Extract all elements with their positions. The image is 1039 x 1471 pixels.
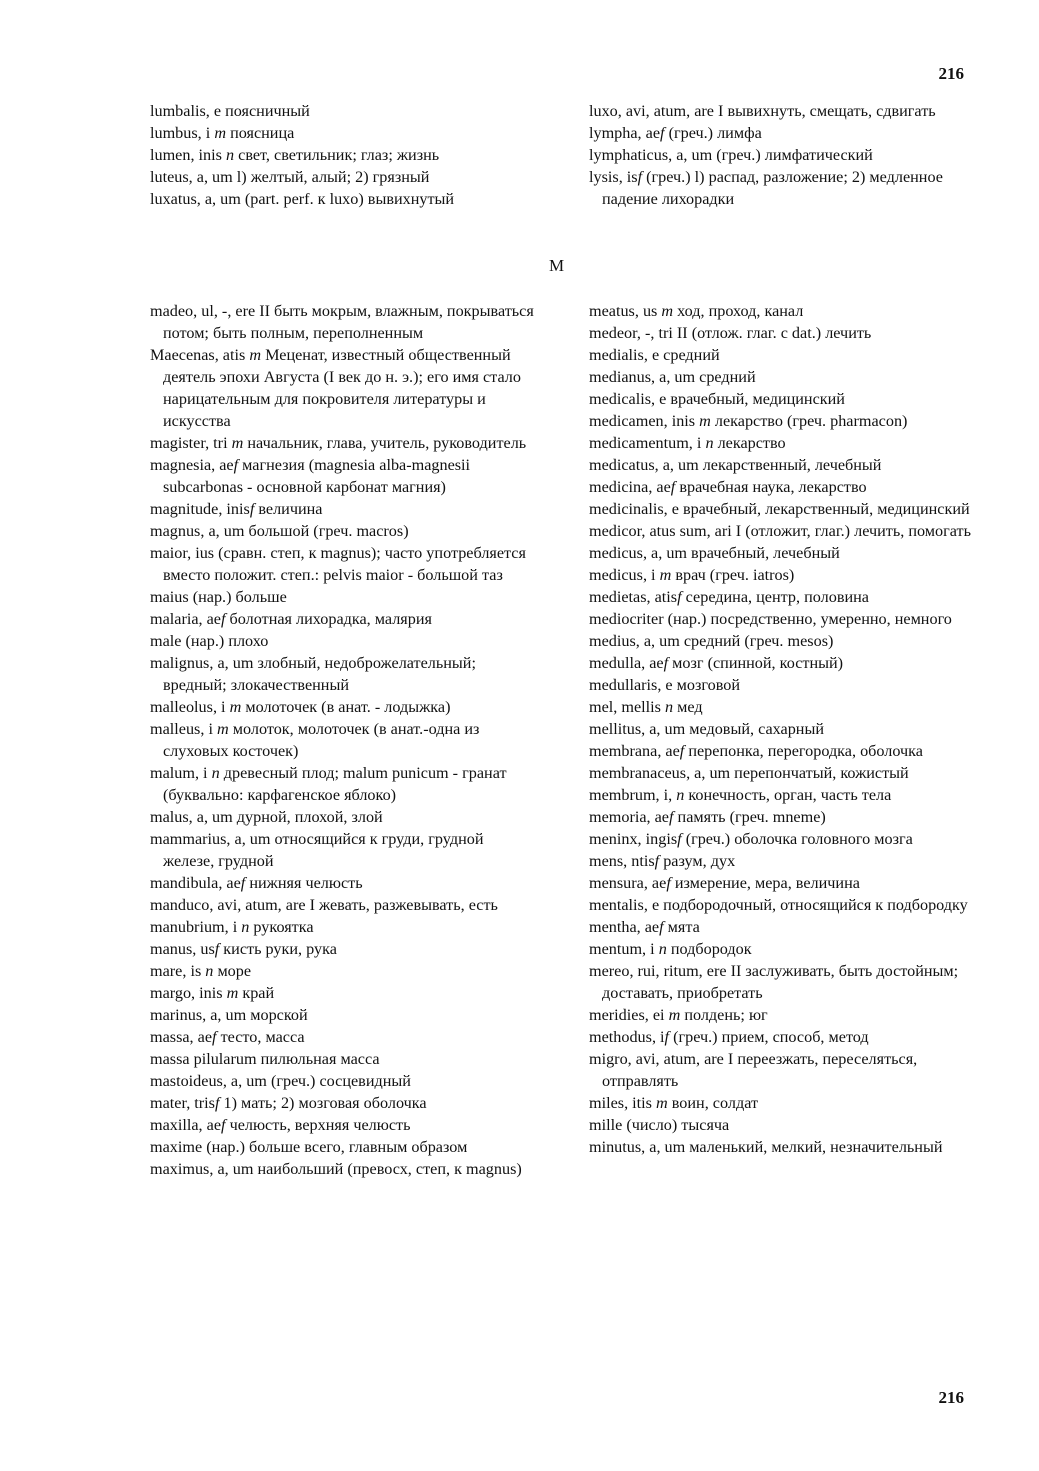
dictionary-column-top-right [589, 100, 974, 210]
dictionary-entry: marinus, a, um морской [150, 1006, 308, 1024]
dictionary-entry: margo, inis m край [150, 984, 275, 1002]
dictionary-entry: malleus, i m молоток, молоточек (в анат.-одна из слуховых косточек) [150, 720, 480, 760]
dictionary-entry: medicinalis, e врачебный, лекарственный, медицинский [589, 500, 970, 518]
dictionary-entry: male (нар.) плохо [150, 632, 269, 650]
dictionary-entry: mare, is n море [150, 962, 252, 980]
dictionary-entry: mandibula, aef нижняя челюсть [150, 874, 363, 892]
dictionary-entry: malus, a, um дурной, плохой, злой [150, 808, 383, 826]
dictionary-entry: medicus, i m врач (греч. iatros) [589, 566, 795, 584]
dictionary-entry: massa, aef тесто, масса [150, 1028, 305, 1046]
dictionary-entry: malignus, a, um злобный, недоброжелательный; вредный; злокачественный [150, 654, 476, 694]
page-number-top: 216 [938, 64, 964, 83]
dictionary-entry: mediocriter (нар.) посредственно, умеренно, немного [589, 610, 952, 628]
dictionary-entry: mater, trisf 1) мать; 2) мозговая оболочка [150, 1094, 427, 1112]
dictionary-entry: medicalis, e врачебный, медицинский [589, 390, 845, 408]
section-letter-heading: M [549, 256, 565, 275]
dictionary-entry: magister, tri m начальник, глава, учитель, руководитель [150, 434, 527, 452]
dictionary-column-top-left [150, 100, 535, 210]
dictionary-entry: mel, mellis n мед [589, 698, 703, 716]
dictionary-entry: malaria, aef болотная лихорадка, малярия [150, 610, 432, 628]
dictionary-entry: lumbalis, e поясничный [150, 102, 310, 120]
dictionary-entry: maximus, a, um наибольший (превосх, степ, к magnus) [150, 1160, 522, 1178]
dictionary-entry: mensura, aef измерение, мера, величина [589, 874, 860, 892]
dictionary-entry: maius (нар.) больше [150, 588, 287, 606]
dictionary-entry: manubrium, i n рукоятка [150, 918, 314, 936]
dictionary-column-bottom-left [150, 300, 535, 1180]
dictionary-entry: maxilla, aef челюсть, верхняя челюсть [150, 1116, 411, 1134]
dictionary-entry: lumen, inis n свет, светильник; глаз; жизнь [150, 146, 440, 164]
dictionary-entry: medulla, aef мозг (спинной, костный) [589, 654, 844, 672]
dictionary-entry: magnus, a, um большой (греч. macros) [150, 522, 409, 540]
dictionary-entry: magnesia, aef магнезия (magnesia alba-magnesii subcarbonas - основной карбонат магния) [150, 456, 471, 496]
dictionary-entry: medicamen, inis m лекарство (греч. pharmacon) [589, 412, 908, 430]
dictionary-entry: maxime (нар.) больше всего, главным образом [150, 1138, 468, 1156]
dictionary-entry: luteus, a, um l) желтый, алый; 2) грязный [150, 168, 430, 186]
dictionary-entry: medicamentum, i n лекарство [589, 434, 786, 452]
dictionary-entry: manus, usf кисть руки, рука [150, 940, 337, 958]
dictionary-entry: malleolus, i m молоточек (в анат. - лодыжка) [150, 698, 451, 716]
dictionary-entry: Maecenas, atis m Меценат, известный общественный деятель эпохи Августа (I век до н. э.); его имя стало нарицательным для покровителя литературы и искусства [150, 346, 521, 430]
dictionary-entry: mentha, aef мята [589, 918, 700, 936]
dictionary-entry: lympha, aef (греч.) лимфа [589, 124, 762, 142]
page-number-bottom: 216 [938, 1388, 964, 1407]
dictionary-entry: luxo, avi, atum, are I вывихнуть, смещать, сдвигать [589, 102, 936, 120]
dictionary-entry: medietas, atisf середина, центр, половина [589, 588, 869, 606]
dictionary-entry: massa pilularum пилюльная масса [150, 1050, 380, 1068]
dictionary-entry: madeo, ul, -, ere II быть мокрым, влажным, покрываться потом; быть полным, переполненным [150, 302, 534, 342]
dictionary-entry: mellitus, a, um медовый, сахарный [589, 720, 825, 738]
dictionary-entry: mens, ntisf разум, дух [589, 852, 736, 870]
dictionary-entry: medius, a, um средний (греч. mesos) [589, 632, 834, 650]
dictionary-entry: medicina, aef врачебная наука, лекарство [589, 478, 867, 496]
dictionary-entry: miles, itis m воин, солдат [589, 1094, 759, 1112]
dictionary-entry: mentum, i n подбородок [589, 940, 752, 958]
dictionary-entry: medianus, a, um средний [589, 368, 756, 386]
dictionary-entry: minutus, a, um маленький, мелкий, незначительный [589, 1138, 943, 1156]
dictionary-entry: memoria, aef память (греч. mneme) [589, 808, 826, 826]
dictionary-entry: medullaris, e мозговой [589, 676, 741, 694]
dictionary-entry: maior, ius (сравн. степ, к magnus); часто употребляется вместо положит. степ.: pelvis maior - большой таз [150, 544, 526, 584]
dictionary-entry: mereo, rui, ritum, ere II заслуживать, быть достойным; доставать, приобретать [589, 962, 959, 1002]
dictionary-entry: medeor, -, tri II (отлож. глаг. с dat.) лечить [589, 324, 872, 342]
dictionary-column-bottom-right [589, 300, 974, 1158]
dictionary-entry: migro, avi, atum, are I переезжать, переселяться, отправлять [589, 1050, 918, 1090]
dictionary-entry: medicor, atus sum, ari I (отложит, глаг.) лечить, помогать [589, 522, 971, 540]
dictionary-entry: mastoideus, a, um (греч.) сосцевидный [150, 1072, 411, 1090]
dictionary-entry: medicatus, a, um лекарственный, лечебный [589, 456, 882, 474]
dictionary-entry: mammarius, a, um относящийся к груди, грудной железе, грудной [150, 830, 484, 870]
dictionary-entry: magnitude, inisf величина [150, 500, 323, 518]
dictionary-entry: methodus, if (греч.) прием, способ, метод [589, 1028, 869, 1046]
dictionary-entry: manduco, avi, atum, are I жевать, разжевывать, есть [150, 896, 498, 914]
dictionary-entry: medialis, e средний [589, 346, 720, 364]
dictionary-entry: meridies, ei m полдень; юг [589, 1006, 768, 1024]
dictionary-entry: membranaceus, a, um перепончатый, кожистый [589, 764, 909, 782]
dictionary-entry: lumbus, i m поясница [150, 124, 295, 142]
dictionary-entry: luxatus, a, um (part. perf. к luxo) вывихнутый [150, 190, 455, 208]
dictionary-entry: meatus, us m ход, проход, канал [589, 302, 804, 320]
dictionary-entry: membrum, i, n конечность, орган, часть тела [589, 786, 892, 804]
dictionary-entry: lymphaticus, a, um (греч.) лимфатический [589, 146, 873, 164]
dictionary-entry: meninx, ingisf (греч.) оболочка головного мозга [589, 830, 913, 848]
dictionary-entry: mille (число) тысяча [589, 1116, 730, 1134]
dictionary-entry: mentalis, e подбородочный, относящийся к подбородку [589, 896, 968, 914]
dictionary-entry: medicus, a, um врачебный, лечебный [589, 544, 840, 562]
dictionary-entry: lysis, isf (греч.) l) распад, разложение; 2) медленное падение лихорадки [589, 168, 943, 208]
dictionary-entry: malum, i n древесный плод; malum punicum - гранат (буквально: карфагенское яблоко) [150, 764, 507, 804]
dictionary-entry: membrana, aef перепонка, перегородка, оболочка [589, 742, 923, 760]
